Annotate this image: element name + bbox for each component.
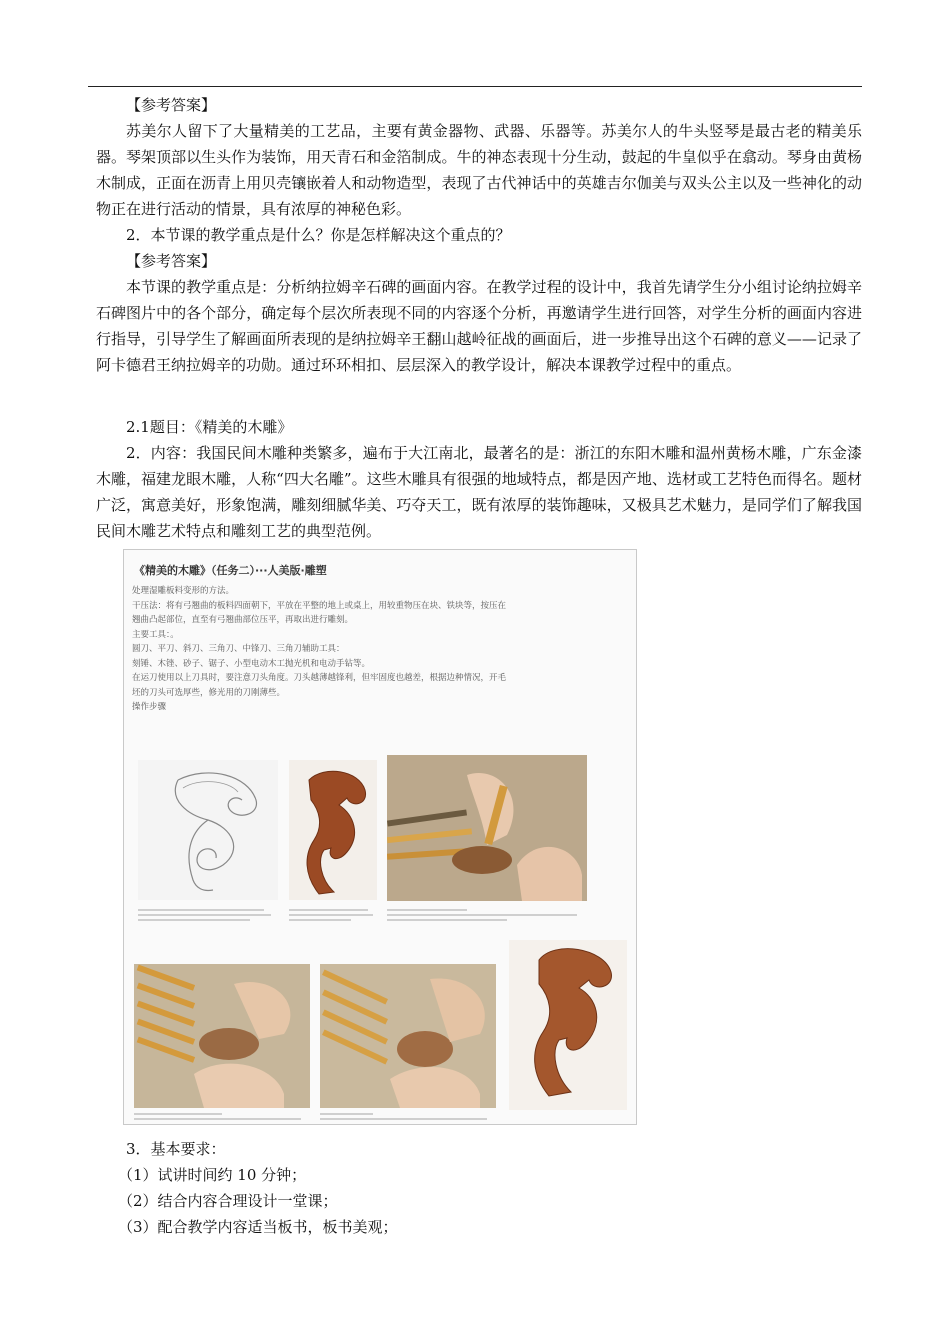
requirement-item: （1）试讲时间约 10 分钟；: [118, 1166, 307, 1184]
photo-caption: [289, 906, 377, 921]
requirements-section: [96, 1136, 862, 1240]
photo-caption: [134, 1110, 310, 1120]
requirement-item: （3）配合教学内容适当板书，板书美观；: [118, 1218, 398, 1236]
topic-content: 2．内容：我国民间木雕种类繁多，遍布于大江南北，最著名的是：浙江的东阳木雕和温州黄杨木雕，广东金漆木雕，福建龙眼木雕，人称“四大名雕”。这些木雕具有很强的地域特点，都是因产地、选材或工艺特色而得名。题材广泛，寓意美好，形象饱满，雕刻细腻华美、巧夺天工，既有浓厚的装饰趣味，又极具艺术魅力，是同学们了解我国民间木雕艺术特点和雕刻工艺的典型范例。: [96, 444, 862, 540]
hands-carving-image: [387, 755, 587, 901]
answer-paragraph: 本节课的教学重点是：分析纳拉姆辛石碑的画面内容。在教学过程的设计中，我首先请学生分小组讨论纳拉姆辛石碑图片中的各个部分，确定每个层次所表现不同的内容逐个分析，再邀请学生进行回答，对学生分析的画面内容进行指导，引导学生了解画面所表现的是纳拉姆辛王翻山越岭征战的画面后，进一步推导出这个石碑的意义——记录了阿卡德君王纳拉姆辛的功勋。通过环环相扣、层层深入的教学设计，解决本课教学过程中的重点。: [96, 278, 862, 374]
answer-heading: 【参考答案】: [126, 96, 217, 114]
finished-dragon-image: [509, 940, 627, 1110]
question-heading: 2．本节课的教学重点是什么？你是怎样解决这个重点的？: [126, 226, 511, 244]
topic-section: [96, 414, 862, 544]
dragon-sketch-image: [138, 760, 278, 900]
figure-line: 坯的刀头可选厚些，修光用的刀刚薄些。: [132, 687, 286, 698]
figure-title: 《精美的木雕》（任务二）···人美版·雕塑: [134, 564, 327, 577]
figure-instructions: [132, 584, 628, 715]
photo-caption: [387, 906, 587, 921]
figure-line: 翘曲凸起部位，直至有弓翘曲部位压平，再取出进行雕刻。: [132, 615, 354, 625]
topic-title: 2.1题目：《精美的木雕》: [126, 418, 293, 436]
woodcarving-figure: [123, 549, 637, 1125]
header-rule: [88, 86, 862, 87]
figure-line: 刻锤、木锉、砂子、锯子、小型电动木工抛光机和电动手钻等。: [132, 658, 371, 669]
answer-heading: 【参考答案】: [126, 252, 217, 270]
figure-line: 圆刀、平刀、斜刀、三角刀、中锋刀、三角刀辅助工具：: [132, 644, 345, 654]
answer-paragraph: 苏美尔人留下了大量精美的工艺品，主要有黄金器物、武器、乐器等。苏美尔人的牛头竖琴是最古老的精美乐器。琴架顶部以生头作为装饰，用天青石和金箔制成。牛的神态表现十分生动，鼓起的牛皇似乎在翕动。琴身由黄杨木制成，正面在沥青上用贝壳镶嵌着人和动物造型，表现了古代神话中的英雄吉尔伽美与双头公主以及一些神化的动物正在进行活动的情景，具有浓厚的神秘色彩。: [96, 122, 862, 218]
answer-section-1: [96, 92, 862, 378]
carved-blank-image: [289, 760, 377, 900]
figure-line: 主要工具：。: [132, 629, 179, 640]
figure-line: 操作步骤: [132, 702, 167, 712]
carving-step-image: [134, 964, 310, 1108]
requirement-item: （2）结合内容合理设计一堂课；: [118, 1192, 338, 1210]
photo-caption: [138, 906, 278, 921]
photo-caption: [320, 1110, 496, 1120]
figure-line: 处理湿雕板料变形的方法。: [132, 586, 235, 596]
carving-detail-image: [320, 964, 496, 1108]
figure-line: 在运刀使用以上刀具时，要注意刀头角度。刀头越薄越锋利，但牢固度也越差，根据边种情况，开毛: [132, 673, 507, 683]
figure-line: 干压法：将有弓翘曲的板料四面朝下，平放在平整的地上或桌上，用较重物压在块、铁块等，按压在: [132, 600, 507, 611]
requirements-title: 3．基本要求：: [126, 1140, 226, 1158]
